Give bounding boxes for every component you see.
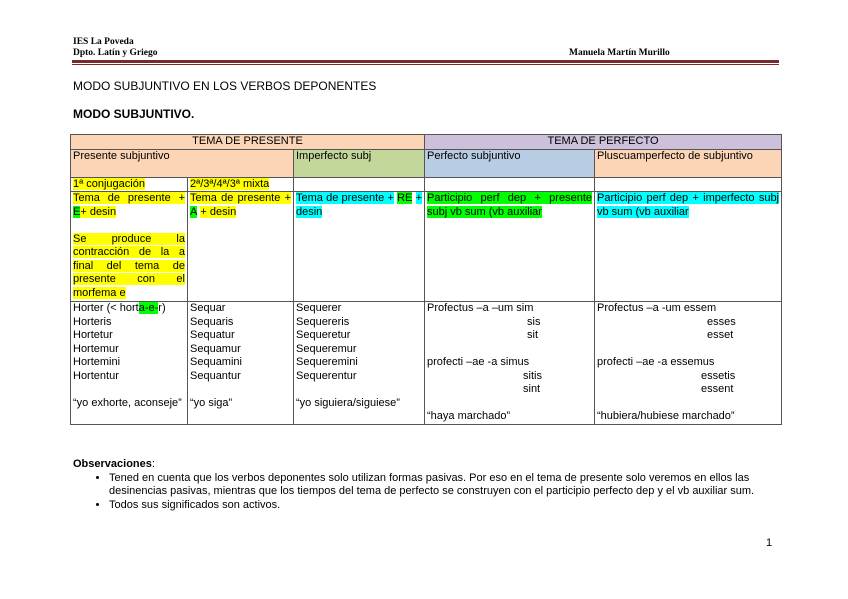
form-pres1: Hortemur — [73, 342, 119, 355]
form-plusc: Profectus –a -um essem — [597, 302, 717, 314]
observations — [73, 458, 778, 512]
form-impf: Sequeremur — [296, 342, 357, 355]
conj-mixta-cell — [188, 177, 294, 192]
rule-pres1-c: + desin — [80, 205, 117, 218]
group-perfect-header: TEMA DE PERFECTO — [425, 135, 782, 150]
forms-pres2-cell — [188, 302, 294, 425]
form-plusc: esset — [707, 329, 734, 341]
forms-plusc-cell — [595, 302, 782, 425]
form-pres2: Sequantur — [190, 369, 241, 382]
table-row-forms — [71, 302, 782, 425]
form-impf: Sequeremini — [296, 356, 358, 368]
table-row-tenses — [71, 149, 782, 177]
rule-pres1-a: Tema de presente + — [73, 192, 185, 204]
form-pres2: Sequamini — [190, 356, 242, 368]
meaning-pres2: “yo siga” — [190, 396, 233, 409]
form-pres1: Hortentur — [73, 369, 119, 382]
rule-impf-a: Tema de presente + — [296, 192, 394, 204]
observations-heading: Observaciones: — [73, 458, 155, 470]
form-impf: Sequeretur — [296, 329, 351, 341]
form-plusc: essetis — [701, 369, 736, 382]
form-perf: sit — [527, 329, 538, 341]
form-plusc: profecti –ae -a essemus — [597, 356, 715, 368]
form-perf: sint — [523, 383, 541, 395]
forms-impf-cell — [294, 302, 425, 425]
meaning-impf: “yo siguiera/siguiese” — [296, 396, 400, 409]
rule-pres2-b: A — [190, 205, 198, 218]
header-author: Manuela Martín Murillo — [569, 48, 670, 58]
rule-perf-cell — [425, 192, 595, 302]
rule-pres2-c: + desin — [200, 205, 237, 218]
observation-item: • Todos sus significados son activos. — [109, 499, 778, 513]
form-pres1: Horteris — [73, 315, 112, 328]
form-plusc: essent — [701, 383, 734, 395]
form-pres2: Sequaris — [190, 315, 234, 328]
table-row-conjugations — [71, 177, 782, 192]
col-pluperfect-subj: Pluscuamperfecto de subjuntivo — [595, 149, 782, 177]
meaning-plusc: “hubiera/hubiese marchado” — [597, 410, 735, 422]
form-horter: Horter (< horta-e-r) — [73, 302, 166, 314]
rule-pres2-a: Tema de presente + — [190, 192, 291, 204]
page-title: MODO SUBJUNTIVO EN LOS VERBOS DEPONENTES — [73, 79, 377, 93]
observations-label: Observaciones — [73, 458, 152, 470]
header-rule-thin — [72, 64, 779, 65]
meaning-perf: “haya marchado” — [427, 410, 511, 422]
conj1-label: 1ª conjugación — [73, 177, 145, 190]
page-number: 1 — [766, 537, 773, 549]
form-pres2: Sequar — [190, 302, 226, 314]
rule-impf-cell — [294, 192, 425, 302]
rule-pres1-note: Se produce la contracción de la a final del tema de presente con el morfema e — [73, 232, 185, 299]
header-department: Dpto. Latín y Griego — [73, 48, 158, 58]
table-row-rules — [71, 192, 782, 302]
header-school: IES La Poveda — [73, 37, 134, 47]
col-present-subj: Presente subjuntivo — [71, 149, 294, 177]
section-title: MODO SUBJUNTIVO. — [73, 107, 195, 121]
conjugation-table — [70, 134, 782, 425]
header-rule — [72, 60, 779, 63]
form-perf: Profectus –a –um sim — [427, 302, 534, 314]
col-perfect-subj: Perfecto subjuntivo — [425, 149, 595, 177]
col-imperfect-subj: Imperfecto subj — [294, 149, 425, 177]
form-perf: sitis — [523, 369, 542, 382]
rule-impf-c: + desin — [296, 192, 422, 218]
rule-pres2-cell — [188, 192, 294, 302]
group-present-header: TEMA DE PRESENTE — [71, 135, 425, 150]
form-perf: profecti –ae -a simus — [427, 356, 530, 368]
rule-pres1-b: E — [73, 205, 81, 218]
forms-pres1-cell — [71, 302, 188, 425]
form-impf: Sequereris — [296, 315, 350, 328]
form-pres2: Sequatur — [190, 329, 235, 341]
form-pres1: Hortemini — [73, 356, 121, 368]
form-plusc: esses — [707, 315, 736, 328]
rule-perf: Participio perf dep + presente subj vb sum (vb auxiliar — [427, 192, 592, 218]
form-pres1: Hortetur — [73, 329, 113, 341]
rule-plusc: Participio perf dep + imperfecto subj vb sum (vb auxiliar — [597, 192, 780, 218]
table-row-groups — [71, 135, 782, 150]
form-perf: sis — [527, 315, 541, 328]
form-pres2: Sequamur — [190, 342, 241, 355]
meaning-pres1: “yo exhorte, aconseje” — [73, 396, 182, 409]
forms-perf-cell — [425, 302, 595, 425]
observation-item: • Tened en cuenta que los verbos deponentes solo utilizan formas pasivas. Por eso en el tema de presente solo veremos en ellos las desinencias pasivas, mientras que los tiempos del tema de perfecto se construyen con el participio perfecto dep y el vb auxiliar sum. — [109, 472, 778, 499]
rule-plusc-cell — [595, 192, 782, 302]
rule-pres1-cell — [71, 192, 188, 302]
form-impf: Sequerentur — [296, 369, 357, 382]
conj1-cell — [71, 177, 188, 192]
conj-mixta-label: 2ª/3ª/4ª/3ª mixta — [190, 177, 270, 190]
observations-list — [73, 472, 778, 513]
rule-impf-b: RE — [397, 192, 413, 204]
form-impf: Sequerer — [296, 302, 342, 314]
